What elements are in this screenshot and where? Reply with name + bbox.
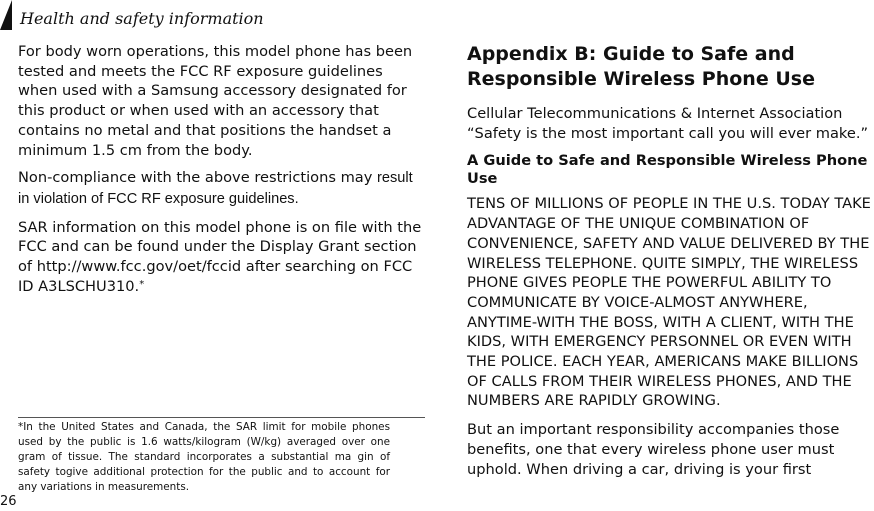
caps-paragraph: TENS OF MILLIONS OF PEOPLE IN THE U.S. TODAY TAKE ADVANTAGE OF THE UNIQUE COMBINATION OF CONVENIENCE, SAFETY AND VALUE DELIVERED BY THE WIRELESS TELEPHONE. QUITE SIMPLY, THE WIRELESS PHONE GIVES PEOPLE THE POWERFUL ABILITY TO COMMUNICATE BY VOICE-ALMOST ANYWHERE, ANYTIME-WITH THE BOSS, WITH A CLIENT, WITH THE KIDS, WITH EMERGENCY PERSONNEL OR EVEN WITH THE POLICE. EACH YEAR, AMERICANS MAKE BILLIONS OF CALLS FROM THEIR WIRELESS PHONES, AND THE NUMBERS ARE RAPIDLY GROWING.	[467, 195, 871, 410]
association-intro: Cellular Telecommunications & Internet Association “Safety is the most important call you will ever make.”	[467, 105, 869, 142]
sar-info-text: SAR information on this model phone is on file with the FCC and can be found under the Display Grant section of http://www.fcc.gov/oet/fccid after searching on FCC ID A3LSCHU310.	[18, 218, 422, 295]
footnote-marker: *	[139, 278, 145, 290]
footnote-divider	[18, 417, 425, 418]
noncompliance-text: Non-compliance with the above restrictions may	[18, 169, 378, 187]
sar-info-paragraph	[18, 218, 423, 297]
guide-subheading: A Guide to Safe and Responsible Wireless Phone Use	[467, 152, 868, 187]
noncompliance-paragraph	[18, 168, 423, 209]
responsibility-paragraph: But an important responsibility accompanies those benefits, one that every wireless phone user must uphold. When driving a car, driving is your first	[467, 421, 840, 478]
body-worn-paragraph: For body worn operations, this model phone has been tested and meets the FCC RF exposure guidelines when used with a Samsung accessory designated for this product or when used with an accessory that contains no metal and that positions the handset a minimum 1.5 cm from the body.	[18, 43, 413, 159]
left-column	[18, 42, 423, 304]
appendix-title: Appendix B: Guide to Safe and Responsible Wireless Phone Use	[467, 43, 815, 90]
right-column	[467, 42, 872, 488]
header-accent-bar	[0, 0, 12, 30]
page-number: 26	[0, 494, 17, 509]
noncompliance-text-tail: result in violation of FCC RF exposure guidelines.	[18, 170, 413, 207]
footnote: *In the United States and Canada, the SAR limit for mobile phones used by the public is 1.6 watts/kilogram (W/kg) averaged over one gram of tissue. The standard incorporates a substantial ma gin of safety togive additional protection for the public and to account for any variations in measurements.	[18, 421, 390, 493]
running-header: Health and safety information	[20, 9, 264, 28]
